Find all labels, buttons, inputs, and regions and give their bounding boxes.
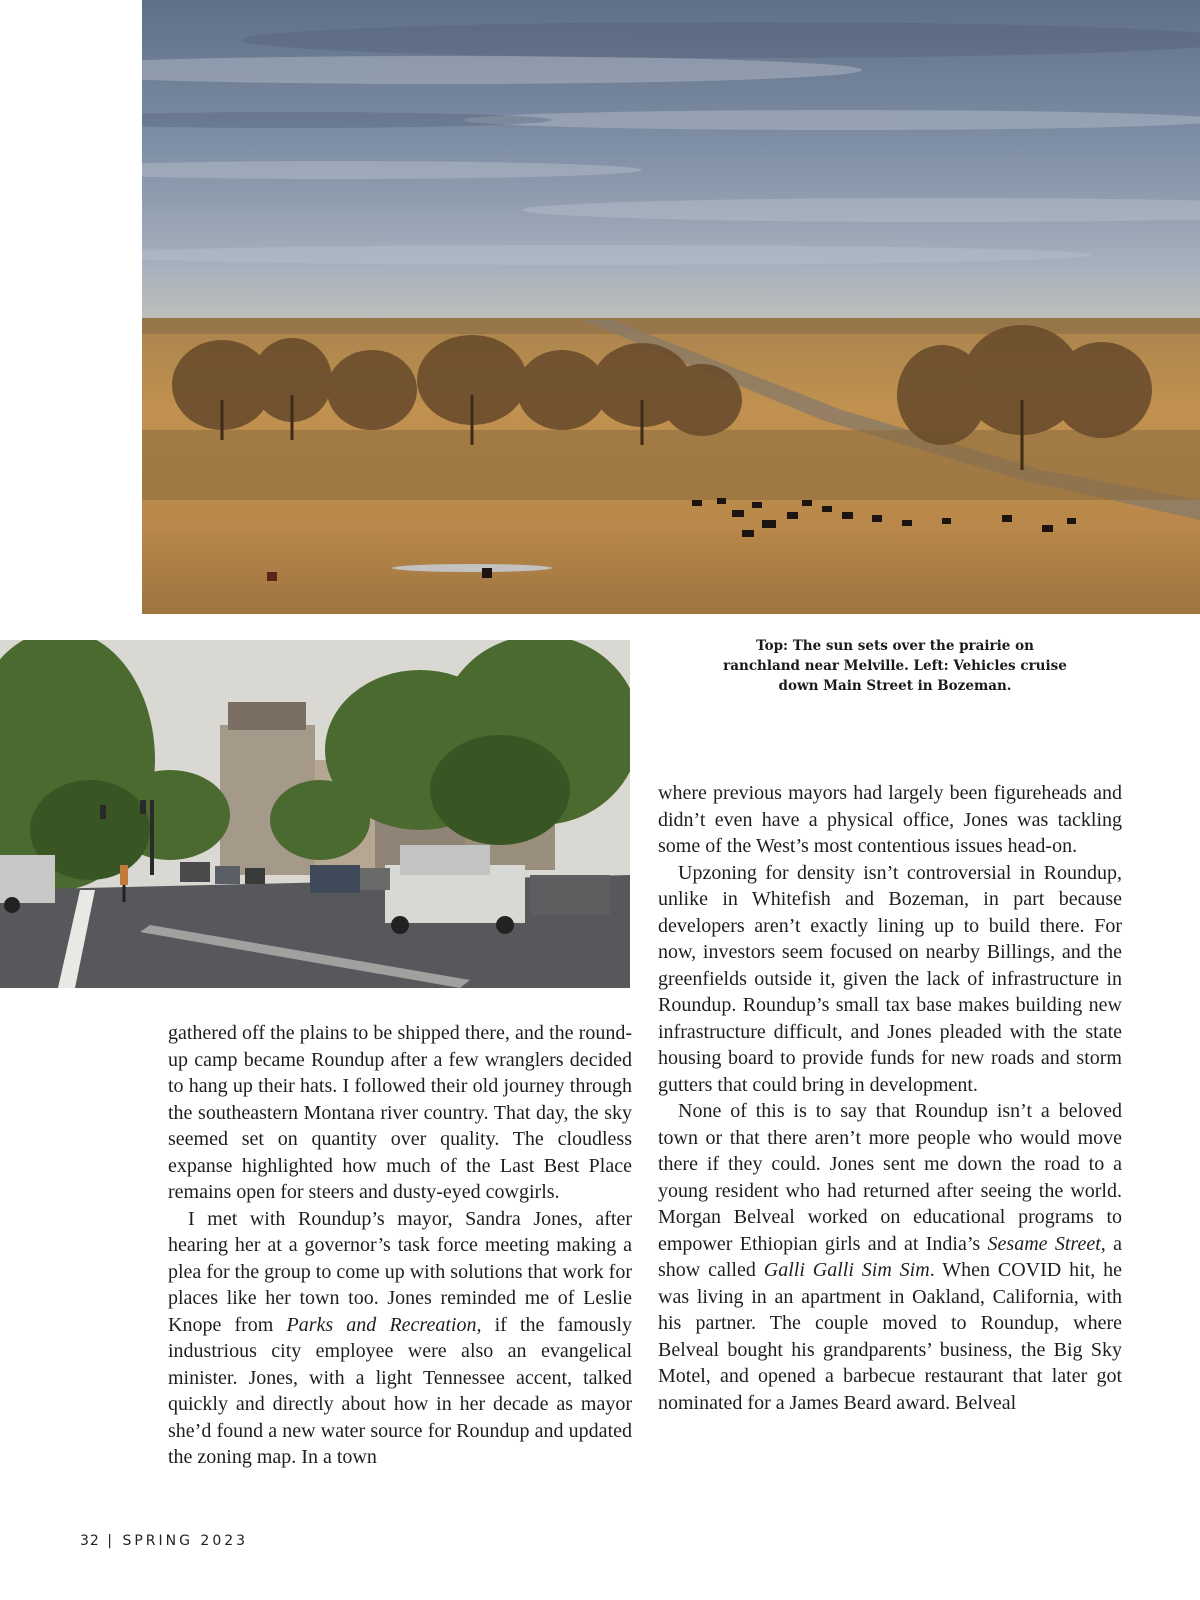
body-text: a show called <box>658 1232 1122 1281</box>
body-paragraph <box>658 1098 1122 1416</box>
body-paragraph: where previous mayors had largely been figureheads and didn’t even have a physical office, Jones was tackling some of the West’s most contentious issues head-on. <box>658 782 1122 857</box>
show-title: Galli Galli Sim Sim <box>763 1259 930 1281</box>
street-illustration <box>0 640 630 988</box>
page-number: 32 <box>80 1533 100 1549</box>
issue-label: SPRING 2023 <box>122 1533 249 1549</box>
body-text: None of this is to say that Roundup isn’t a beloved town or that there aren’t more people who would move there if they could. Jones sent me down the road to a young resident who had returned after seeing the world. Morgan Belveal worked on educational programs to empower Ethiopian girls and at India’s <box>658 1100 1122 1255</box>
left-text-column <box>168 1020 632 1471</box>
show-title: Parks and Recreation, <box>286 1313 482 1336</box>
caption-line: Top: The sun sets over the prairie on <box>756 638 1034 654</box>
main-street-photo <box>0 640 630 988</box>
photo-caption <box>680 636 1110 696</box>
body-paragraph <box>168 1206 632 1471</box>
body-text: I met with Roundup’s mayor, Sandra Jones, after hearing her at a governor’s task force meeting making a plea for the group to come up with solutions that work for places like her town too. Jones reminded me of Leslie Knope from <box>168 1207 632 1336</box>
prairie-photo <box>142 0 1200 614</box>
caption-line: down Main Street in Bozeman. <box>778 678 1012 694</box>
body-text: . When COVID hit, he was living in an apartment in Oakland, California, with his partner. The couple moved to Roundup, where Belveal bought his grandparents’ business, the Big Sky Motel, and opened a barbecue restaurant that later got nominated for a James Beard award. Belveal <box>658 1259 1122 1414</box>
prairie-illustration <box>142 0 1200 614</box>
page-footer <box>80 1533 248 1549</box>
show-title: Sesame Street, <box>987 1232 1106 1255</box>
body-paragraph: gathered off the plains to be shipped there, and the round-up camp became Roundup after a few wranglers decided to hang up their hats. I followed their old journey through the southeastern Montana river country. That day, the sky seemed set on quantity over quality. The cloudless expanse highlighted how much of the Last Best Place remains open for steers and dusty-eyed cowgirls. <box>168 1022 632 1203</box>
body-paragraph: Upzoning for density isn’t controversial in Roundup, unlike in Whitefish and Bozeman, in part because developers aren’t exactly lining up to build there. For now, investors seem focused on nearby Billings, and the greenfields outside it, given the lack of infrastructure in Roundup. Roundup’s small tax base makes building new infrastructure difficult, and Jones pleaded with the state housing board to provide funds for new roads and storm gutters that could bring in development. <box>658 861 1122 1096</box>
body-text: if the famously industrious city employee were also an evangelical minister. Jones, with a light Tennessee accent, talked quickly and directly about how in her decade as mayor she’d found a new water source for Roundup and updated the zoning map. In a town <box>168 1313 632 1468</box>
caption-line: ranchland near Melville. Left: Vehicles cruise <box>723 658 1067 674</box>
folio-separator: | <box>107 1533 115 1549</box>
right-text-column <box>658 780 1122 1416</box>
